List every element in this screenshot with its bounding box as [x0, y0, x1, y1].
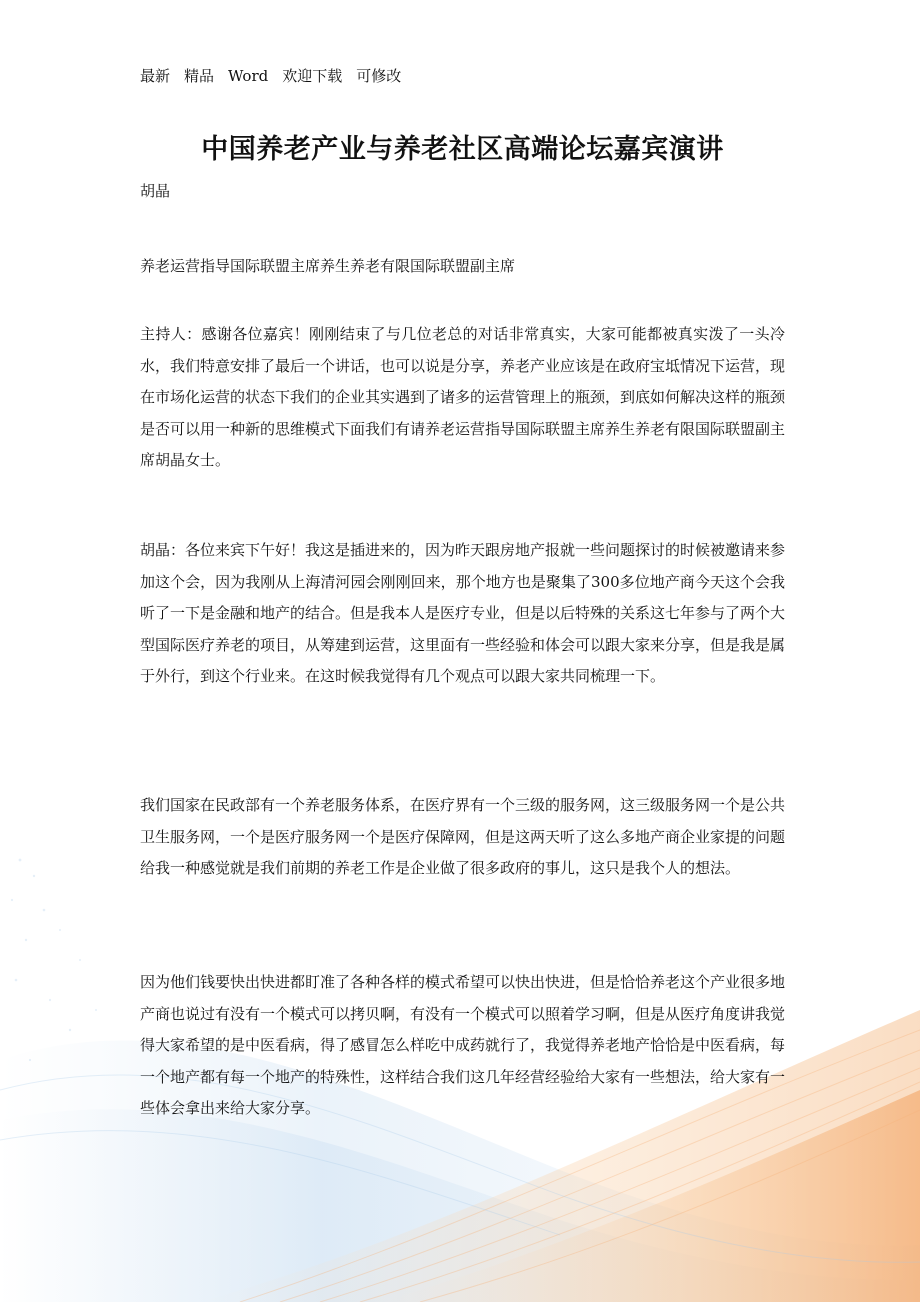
paragraph: 因为他们钱要快出快进都盯准了各种各样的模式希望可以快出快进，但是恰恰养老这个产业很多地产商也说过有没有一个模式可以拷贝啊，有没有一个模式可以照着学习啊，但是从医疗角度讲我觉得大家希望的是中医看病，得了感冒怎么样吃中成药就行了，我觉得养老地产恰恰是中医看病，每一个地产都有每一个地产的特殊性，这样结合我们这几年经营经验给大家有一些想法，给大家有一些体会拿出来给大家分享。 — [140, 973, 786, 1118]
header-tags — [140, 66, 415, 86]
header-tag: 精品 — [184, 67, 215, 85]
author-name: 胡晶 — [140, 182, 171, 200]
author-affiliation: 养老运营指导国际联盟主席养生养老有限国际联盟副主席 — [140, 257, 516, 275]
paragraph: 胡晶：各位来宾下午好！我这是插进来的，因为昨天跟房地产报就一些问题探讨的时候被邀请来参加这个会，因为我刚从上海清河园会刚刚回来，那个地方也是聚集了300多位地产商今天这个会我听了一下是金融和地产的结合。但是我本人是医疗专业，但是以后特殊的关系这七年参与了两个大型国际医疗养老的项目，从筹建到运营，这里面有一些经验和体会可以跟大家来分享，但是我是属于外行，到这个行业来。在这时候我觉得有几个观点可以跟大家共同梳理一下。 — [140, 541, 786, 686]
header-tag: Word — [228, 67, 269, 85]
header-tag: 欢迎下载 — [282, 67, 343, 85]
paragraph: 我们国家在民政部有一个养老服务体系，在医疗界有一个三级的服务网，这三级服务网一个是公共卫生服务网，一个是医疗服务网一个是医疗保障网，但是这两天听了这么多地产商企业家提的问题给我一种感觉就是我们前期的养老工作是企业做了很多政府的事儿，这只是我个人的想法。 — [140, 796, 786, 878]
paragraph: 主持人：感谢各位嘉宾！刚刚结束了与几位老总的对话非常真实，大家可能都被真实泼了一头冷水，我们特意安排了最后一个讲话，也可以说是分享，养老产业应该是在政府宝坻情况下运营，现在市场化运营的状态下我们的企业其实遇到了诸多的运营管理上的瓶颈，到底如何解决这样的瓶颈是否可以用一种新的思维模式下面我们有请养老运营指导国际联盟主席养生养老有限国际联盟副主席胡晶女士。 — [140, 325, 786, 470]
document-title: 中国养老产业与养老社区高端论坛嘉宾演讲 — [201, 134, 724, 165]
header-tag: 最新 — [140, 67, 171, 85]
header-tag: 可修改 — [356, 67, 402, 85]
